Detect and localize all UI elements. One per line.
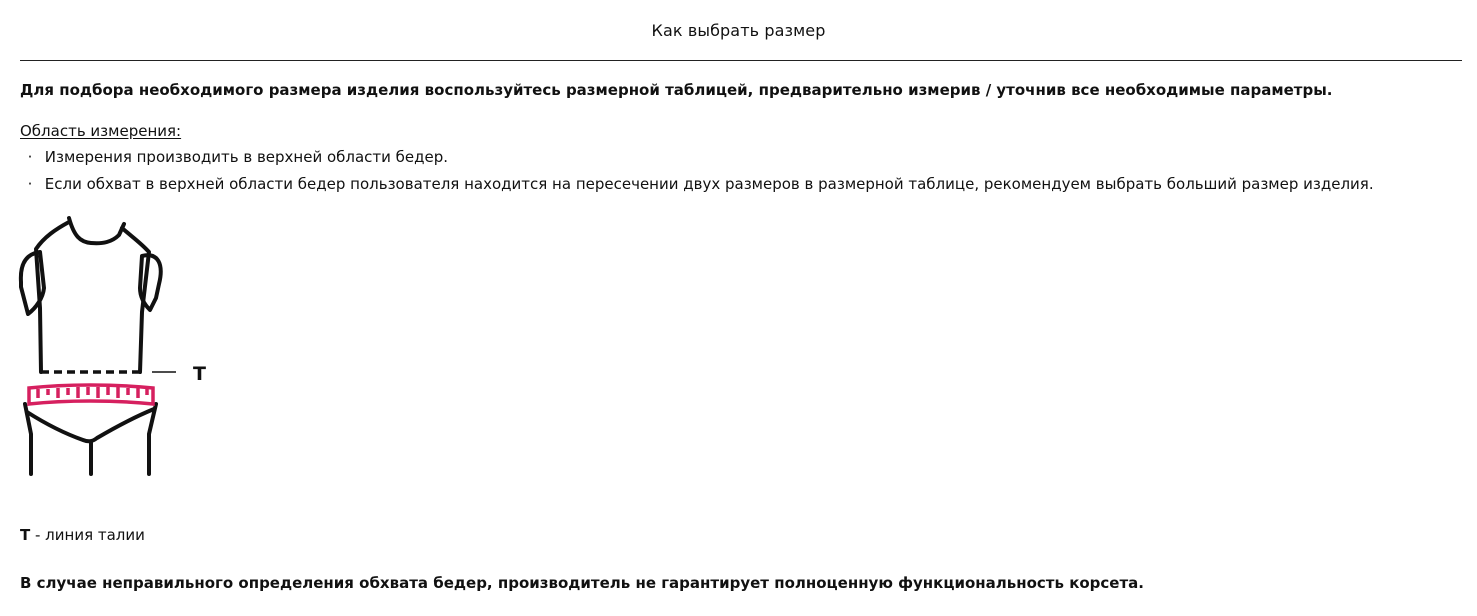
legend-text: - линия талии <box>30 526 145 544</box>
intro-text: Для подбора необходимого размера изделия воспользуйтесь размерной таблицей, предварительно измерив / уточнив все необходимые параметры. <box>20 81 1333 99</box>
bullet-icon: · <box>27 148 33 166</box>
torso-outline <box>21 218 161 474</box>
list-item-text: Если обхват в верхней области бедер пользователя находится на пересечении двух размеров в размерной таблице, рекомендуем выбрать больший размер изделия. <box>44 175 1374 193</box>
legend-mark: Т <box>20 526 31 544</box>
bullet-icon: · <box>27 175 33 193</box>
measuring-tape <box>29 385 153 404</box>
list-item <box>20 147 1470 174</box>
title-divider <box>20 60 1462 61</box>
list-item <box>20 174 1470 201</box>
legend <box>20 526 145 544</box>
marker-label: Т <box>193 363 206 385</box>
list-item-text: Измерения производить в верхней области бедер. <box>44 148 449 166</box>
warning-text: В случае неправильного определения обхвата бедер, производитель не гарантирует полноценную функциональность корсета. <box>20 574 1144 592</box>
torso-measurement-diagram <box>16 212 216 486</box>
measurement-area-label: Область измерения: <box>20 122 182 140</box>
modal-title: Как выбрать размер <box>651 21 826 40</box>
measurement-rules-list <box>20 147 1470 201</box>
